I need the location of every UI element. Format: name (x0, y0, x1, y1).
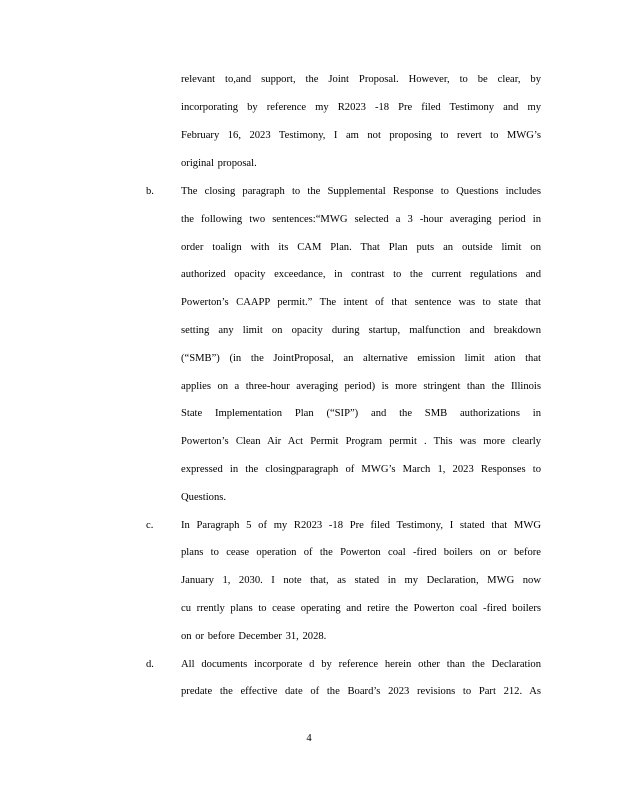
item-c-line-3: January 1, 2030. I note that, as stated in my Declaration, MWG now (181, 575, 541, 586)
intro-line-4: original proposal. (181, 158, 257, 169)
item-b-line-8: applies on a three-hour averaging period) is more stringent than the Illinois (181, 381, 541, 392)
item-b-line-5: Powerton’s CAAPP permit.” The intent of that sentence was to state that (181, 297, 541, 308)
item-b-line-1: The closing paragraph to the Supplemental Response to Questions includes (181, 186, 541, 197)
item-d-marker: d. (146, 659, 154, 670)
intro-line-2: incorporating by reference my R2023 -18 Pre filed Testimony and my (181, 102, 541, 113)
item-d-line-1: All documents incorporate d by reference herein other than the Declaration (181, 659, 541, 670)
item-b-line-3: order toalign with its CAM Plan. That Plan puts an outside limit on (181, 242, 541, 253)
item-c-marker: c. (146, 520, 154, 531)
item-b-line-4: authorized opacity exceedance, in contrast to the current regulations and (181, 269, 541, 280)
item-b-marker: b. (146, 186, 154, 197)
item-c-line-2: plans to cease operation of the Powerton coal -fired boilers on or before (181, 547, 541, 558)
item-b-line-6: setting any limit on opacity during startup, malfunction and breakdown (181, 325, 541, 336)
item-c-line-1: In Paragraph 5 of my R2023 -18 Pre filed Testimony, I stated that MWG (181, 520, 541, 531)
item-b-line-10: Powerton’s Clean Air Act Permit Program permit . This was more clearly (181, 436, 541, 447)
item-b-line-11: expressed in the closingparagraph of MWG’s March 1, 2023 Responses to (181, 464, 541, 475)
item-b-line-2: the following two sentences:“MWG selected a 3 -hour averaging period in (181, 214, 541, 225)
item-c-line-5: on or before December 31, 2028. (181, 631, 327, 642)
intro-line-1: relevant to,and support, the Joint Proposal. However, to be clear, by (181, 74, 541, 85)
item-c-line-4: cu rrently plans to cease operating and retire the Powerton coal -fired boilers (181, 603, 541, 614)
page-number: 4 (306, 733, 312, 744)
item-b-line-12: Questions. (181, 492, 227, 503)
item-b-line-9: State Implementation Plan (“SIP”) and the SMB authorizations in (181, 408, 541, 419)
intro-line-3: February 16, 2023 Testimony, I am not proposing to revert to MWG’s (181, 130, 541, 141)
item-d-line-2: predate the effective date of the Board’s 2023 revisions to Part 212. As (181, 686, 541, 697)
item-b-line-7: (“SMB”) (in the JointProposal, an alternative emission limit ation that (181, 353, 541, 364)
